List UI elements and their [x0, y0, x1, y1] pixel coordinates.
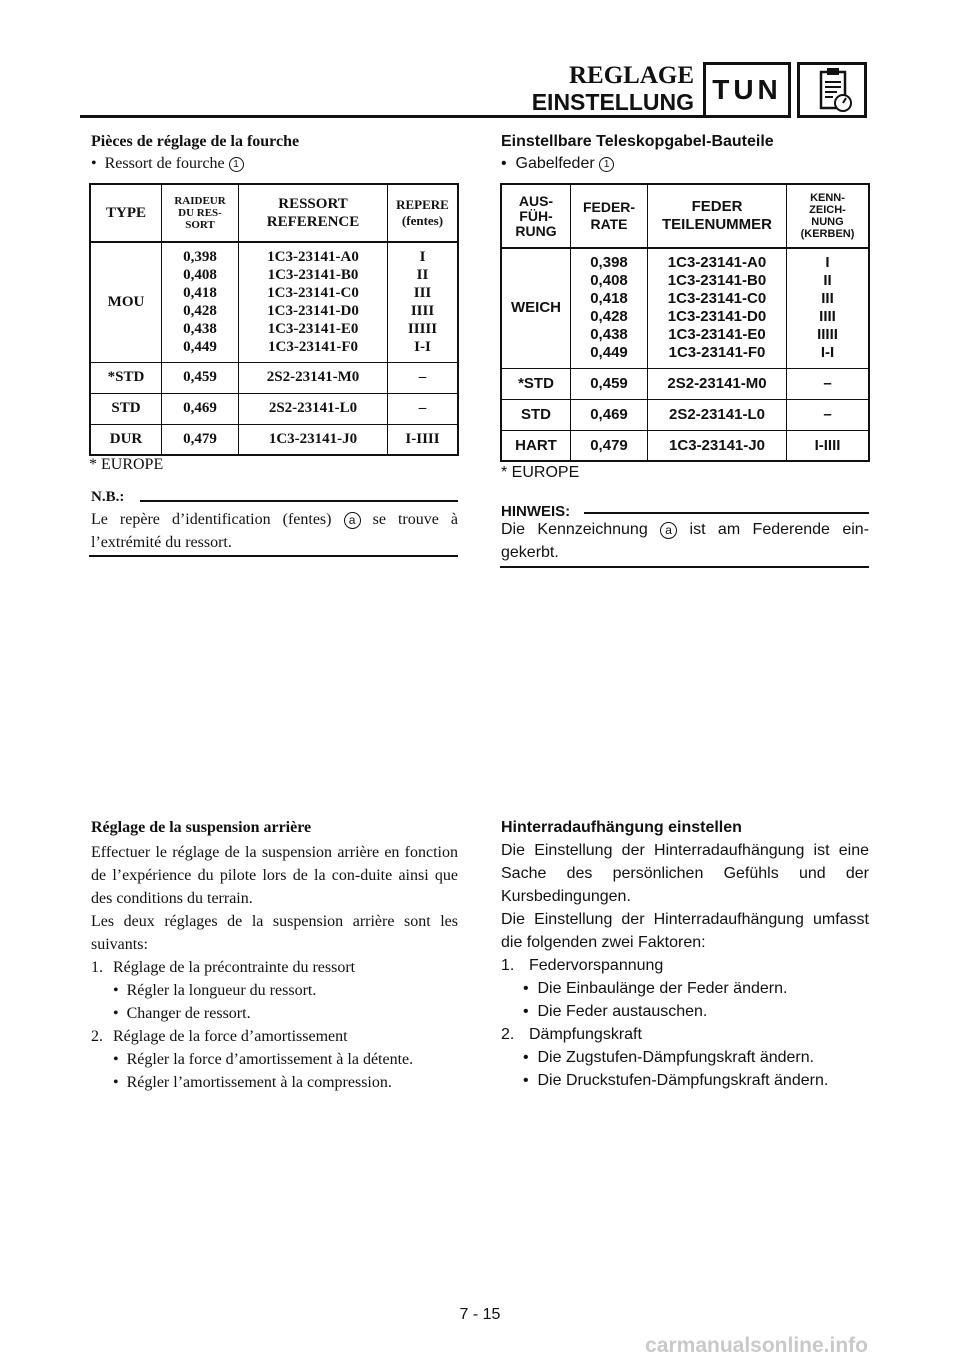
de-rear-p2: Die Einstellung der Hinterradaufhängung umfasst die folgenden zwei Faktoren:	[501, 911, 869, 951]
fr-rear-section	[91, 819, 458, 1094]
sub-item: • Changer de ressort.	[113, 1005, 251, 1022]
fr-spring-table	[89, 183, 459, 456]
list-item	[91, 956, 458, 979]
cell-mark: –	[787, 368, 870, 399]
cell-rate: 0,469	[571, 399, 648, 430]
mark: III	[821, 290, 834, 308]
rate: 0,418	[590, 290, 628, 308]
table-row	[90, 393, 458, 424]
mark: I	[419, 249, 426, 266]
de-soft-rates	[571, 248, 648, 368]
cell-type: HART	[501, 430, 571, 461]
fr-note-rule-bottom	[89, 555, 458, 557]
de-note-text-2: ist am Federende ein-gekerbt.	[501, 521, 870, 561]
de-soft-label: WEICH	[501, 248, 571, 368]
table-row	[501, 368, 869, 399]
part: 1C3-23141-E0	[267, 321, 359, 338]
fr-note-body	[91, 508, 458, 554]
cell-mark: I-IIII	[388, 424, 459, 455]
cell-part: 2S2-23141-M0	[648, 368, 787, 399]
de-note-rule-bottom	[500, 566, 869, 568]
de-rear-title: Hinterradaufhängung einstellen	[501, 819, 742, 836]
part: 1C3-23141-B0	[667, 272, 767, 290]
de-spring-table	[500, 183, 870, 462]
ref-letter-a: a	[660, 522, 677, 539]
de-footnote: * EUROPE	[501, 464, 580, 481]
mark: II	[823, 272, 832, 290]
page-number: 7 - 15	[459, 1306, 501, 1323]
cell-rate: 0,469	[162, 393, 239, 424]
de-th-mark: KENN- ZEICH- NUNG (KERBEN)	[787, 184, 870, 248]
rate: 0,408	[590, 272, 628, 290]
de-soft-parts	[648, 248, 787, 368]
fr-soft-marks	[388, 242, 459, 362]
list-text: Federvorspannung	[529, 957, 664, 974]
header-title-fr: REGLAGE	[568, 62, 694, 89]
list-num: 1.	[91, 959, 103, 976]
fr-list	[91, 956, 458, 1094]
cell-rate: 0,459	[162, 362, 239, 393]
cell-part: 2S2-23141-L0	[239, 393, 388, 424]
list-num: 2.	[91, 1028, 103, 1045]
sub-item: • Die Druckstufen-Dämpfungskraft ändern.	[523, 1072, 829, 1089]
rate: 0,418	[183, 285, 217, 302]
cell-type: DUR	[90, 424, 162, 455]
fr-soft-parts	[239, 242, 388, 362]
fr-note-text-1: Le repère d’identification (fentes)	[91, 511, 332, 528]
list-item	[501, 1023, 869, 1046]
fr-soft-rates	[162, 242, 239, 362]
header-rule	[80, 115, 703, 118]
sub-item: • Die Zugstufen-Dämpfungskraft ändern.	[523, 1049, 815, 1066]
fr-note-rule-top	[140, 500, 458, 502]
sub-text: Régler la force d’amortissement à la détente.	[126, 1051, 414, 1068]
list-num: 1.	[501, 957, 515, 974]
sub-item: • Régler la longueur du ressort.	[113, 982, 317, 999]
fr-soft-row	[90, 242, 458, 362]
sub-item: • Régler la force d’amortissement à la détente.	[113, 1051, 414, 1068]
cell-type: *STD	[501, 368, 571, 399]
list-text: Réglage de la précontrainte du ressort	[113, 959, 356, 976]
mark: I-I	[414, 339, 431, 356]
section-code-box: TUN	[703, 62, 791, 118]
mark: I-I	[820, 344, 835, 362]
ref-number-1: 1	[599, 157, 614, 172]
bullet-dot: •	[501, 155, 516, 172]
de-fork-section	[501, 133, 871, 173]
cell-part: 2S2-23141-L0	[648, 399, 787, 430]
fr-footnote: * EUROPE	[89, 456, 164, 473]
de-th-rate: FEDER- RATE	[571, 184, 648, 248]
part: 1C3-23141-D0	[267, 303, 359, 320]
mark: IIII	[410, 303, 435, 320]
fr-fork-bullet-text: Ressort de fourche	[104, 155, 225, 172]
part: 1C3-23141-F0	[668, 344, 766, 362]
fr-rear-p2: Les deux réglages de la suspension arrière sont les suivants:	[91, 913, 458, 953]
list-text: Réglage de la force d’amortissement	[113, 1028, 348, 1045]
sub-text: Die Zugstufen-Dämpfungskraft ändern.	[537, 1049, 815, 1066]
mark: III	[413, 285, 432, 302]
cell-type: STD	[501, 399, 571, 430]
header-title-de: EINSTELLUNG	[531, 89, 694, 115]
cell-part: 2S2-23141-M0	[239, 362, 388, 393]
cell-mark: I-IIII	[787, 430, 870, 461]
ref-number-1: 1	[229, 157, 244, 172]
mark: IIIII	[817, 326, 838, 344]
part: 1C3-23141-D0	[667, 308, 767, 326]
de-rear-p1: Die Einstellung der Hinterradaufhängung ist eine Sache des persönlichen Gefühls und der Kursbedingungen.	[501, 842, 869, 905]
watermark: carmanualsonline.info	[645, 1334, 868, 1357]
rate: 0,398	[183, 249, 217, 266]
mark: IIIII	[407, 321, 438, 338]
sub-item: • Die Einbaulänge der Feder ändern.	[523, 980, 788, 997]
de-note-body	[501, 518, 869, 564]
fr-fork-title: Pièces de réglage de la fourche	[91, 133, 300, 150]
sub-text: Die Einbaulänge der Feder ändern.	[537, 980, 788, 997]
table-row	[501, 430, 869, 461]
rate: 0,408	[183, 267, 217, 284]
cell-rate: 0,479	[571, 430, 648, 461]
fr-soft-label: MOU	[90, 242, 162, 362]
fr-fork-bullet	[91, 155, 461, 173]
list-num: 2.	[501, 1026, 515, 1043]
sub-text: Régler la longueur du ressort.	[126, 982, 317, 999]
fr-th-part: RESSORT REFERENCE	[239, 184, 388, 242]
fr-th-mark: REPERE (fentes)	[388, 184, 459, 242]
fr-rear-title: Réglage de la suspension arrière	[91, 819, 312, 836]
de-th-part: FEDER TEILENUMMER	[648, 184, 787, 248]
mark: I	[825, 254, 830, 272]
cell-rate: 0,479	[162, 424, 239, 455]
sub-item: • Die Feder austauschen.	[523, 1003, 708, 1020]
page-header-title	[532, 63, 694, 114]
list-text: Dämpfungskraft	[529, 1026, 642, 1043]
part: 1C3-23141-B0	[267, 267, 359, 284]
de-fork-title: Einstellbare Teleskopgabel-Bauteile	[501, 133, 774, 150]
de-fork-bullet	[501, 155, 871, 173]
rate: 0,398	[590, 254, 628, 272]
cell-mark: –	[388, 393, 459, 424]
de-note-rule-top	[584, 512, 869, 514]
cell-part: 1C3-23141-J0	[648, 430, 787, 461]
cell-part: 1C3-23141-J0	[239, 424, 388, 455]
fr-th-rate: RAIDEUR DU RES- SORT	[162, 184, 239, 242]
fr-th-type: TYPE	[90, 184, 162, 242]
table-row	[90, 362, 458, 393]
sub-item: • Régler l’amortissement à la compression.	[113, 1074, 392, 1091]
rate: 0,449	[590, 344, 628, 362]
rate: 0,438	[183, 321, 217, 338]
part: 1C3-23141-A0	[667, 254, 767, 272]
de-rear-section	[501, 819, 869, 1092]
de-note-text-1: Die Kennzeichnung	[501, 521, 648, 538]
sub-text: Die Druckstufen-Dämpfungskraft ändern.	[537, 1072, 829, 1089]
table-row	[90, 424, 458, 455]
rate: 0,428	[590, 308, 628, 326]
part: 1C3-23141-A0	[267, 249, 359, 266]
fr-note-label: N.B.:	[91, 489, 125, 505]
list-item	[501, 954, 869, 977]
cell-rate: 0,459	[571, 368, 648, 399]
part: 1C3-23141-E0	[668, 326, 766, 344]
cell-type: *STD	[90, 362, 162, 393]
rate: 0,438	[590, 326, 628, 344]
fr-rear-p1: Effectuer le réglage de la suspension arrière en fonction de l’expérience du pilote lors de la con-duite ainsi que des conditions du terrain.	[91, 844, 458, 907]
part: 1C3-23141-F0	[268, 339, 358, 356]
de-list	[501, 954, 869, 1092]
de-soft-row	[501, 248, 869, 368]
de-note-label: HINWEIS:	[501, 503, 571, 520]
clipboard-gauge-icon	[797, 62, 867, 118]
bullet-dot: •	[91, 155, 105, 172]
part: 1C3-23141-C0	[667, 290, 767, 308]
sub-text: Die Feder austauschen.	[537, 1003, 708, 1020]
table-row	[501, 399, 869, 430]
mark: IIII	[819, 308, 836, 326]
fr-note-text-2: se trouve à l’extrémité du ressort.	[91, 511, 459, 551]
sub-text: Changer de ressort.	[126, 1005, 251, 1022]
sub-text: Régler l’amortissement à la compression.	[126, 1074, 392, 1091]
rate: 0,449	[183, 339, 217, 356]
rate: 0,428	[183, 303, 217, 320]
de-fork-bullet-text: Gabelfeder	[515, 155, 595, 172]
cell-mark: –	[388, 362, 459, 393]
cell-mark: –	[787, 399, 870, 430]
ref-letter-a: a	[344, 512, 361, 529]
fr-fork-section	[91, 133, 461, 173]
cell-type: STD	[90, 393, 162, 424]
part: 1C3-23141-C0	[267, 285, 359, 302]
de-soft-marks	[787, 248, 870, 368]
mark: II	[416, 267, 429, 284]
list-item	[91, 1025, 458, 1048]
de-th-type: AUS- FÜH- RUNG	[501, 184, 571, 248]
